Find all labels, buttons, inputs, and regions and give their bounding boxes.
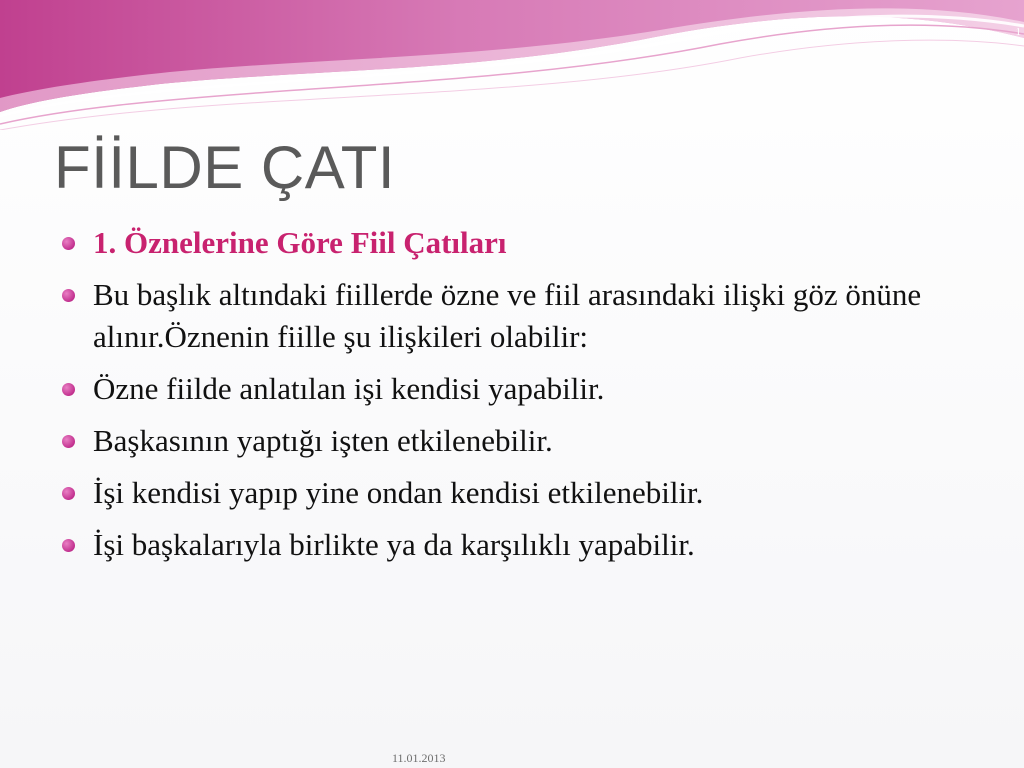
bullet-icon bbox=[62, 435, 75, 448]
bullet-text: Başkasının yaptığı işten etkilenebilir. bbox=[93, 423, 553, 458]
list-item bbox=[60, 472, 980, 514]
decorative-wave-banner bbox=[0, 0, 1024, 130]
slide-number: 1 bbox=[1015, 26, 1021, 38]
bullet-icon bbox=[62, 383, 75, 396]
bullet-text: Özne fiilde anlatılan işi kendisi yapabilir. bbox=[93, 371, 605, 406]
bullet-icon bbox=[62, 237, 75, 250]
bullet-text: İşi kendisi yapıp yine ondan kendisi etkilenebilir. bbox=[93, 475, 704, 510]
list-item bbox=[60, 368, 980, 410]
list-item bbox=[60, 274, 980, 358]
bullet-icon bbox=[62, 289, 75, 302]
list-item bbox=[60, 420, 980, 462]
list-item bbox=[60, 222, 980, 264]
footer-date: 11.01.2013 bbox=[392, 751, 446, 765]
bullet-icon bbox=[62, 539, 75, 552]
section-heading: 1. Öznelerine Göre Fiil Çatıları bbox=[93, 225, 507, 260]
bullet-text: İşi başkalarıyla birlikte ya da karşılıklı yapabilir. bbox=[93, 527, 695, 562]
list-item bbox=[60, 524, 980, 566]
bullet-list bbox=[60, 222, 980, 576]
bullet-icon bbox=[62, 487, 75, 500]
bullet-text: Bu başlık altındaki fiillerde özne ve fiil arasındaki ilişki göz önüne alınır.Öznenin fiille şu ilişkileri olabilir: bbox=[93, 277, 922, 354]
slide-title: FİİLDE ÇATI bbox=[54, 134, 396, 201]
